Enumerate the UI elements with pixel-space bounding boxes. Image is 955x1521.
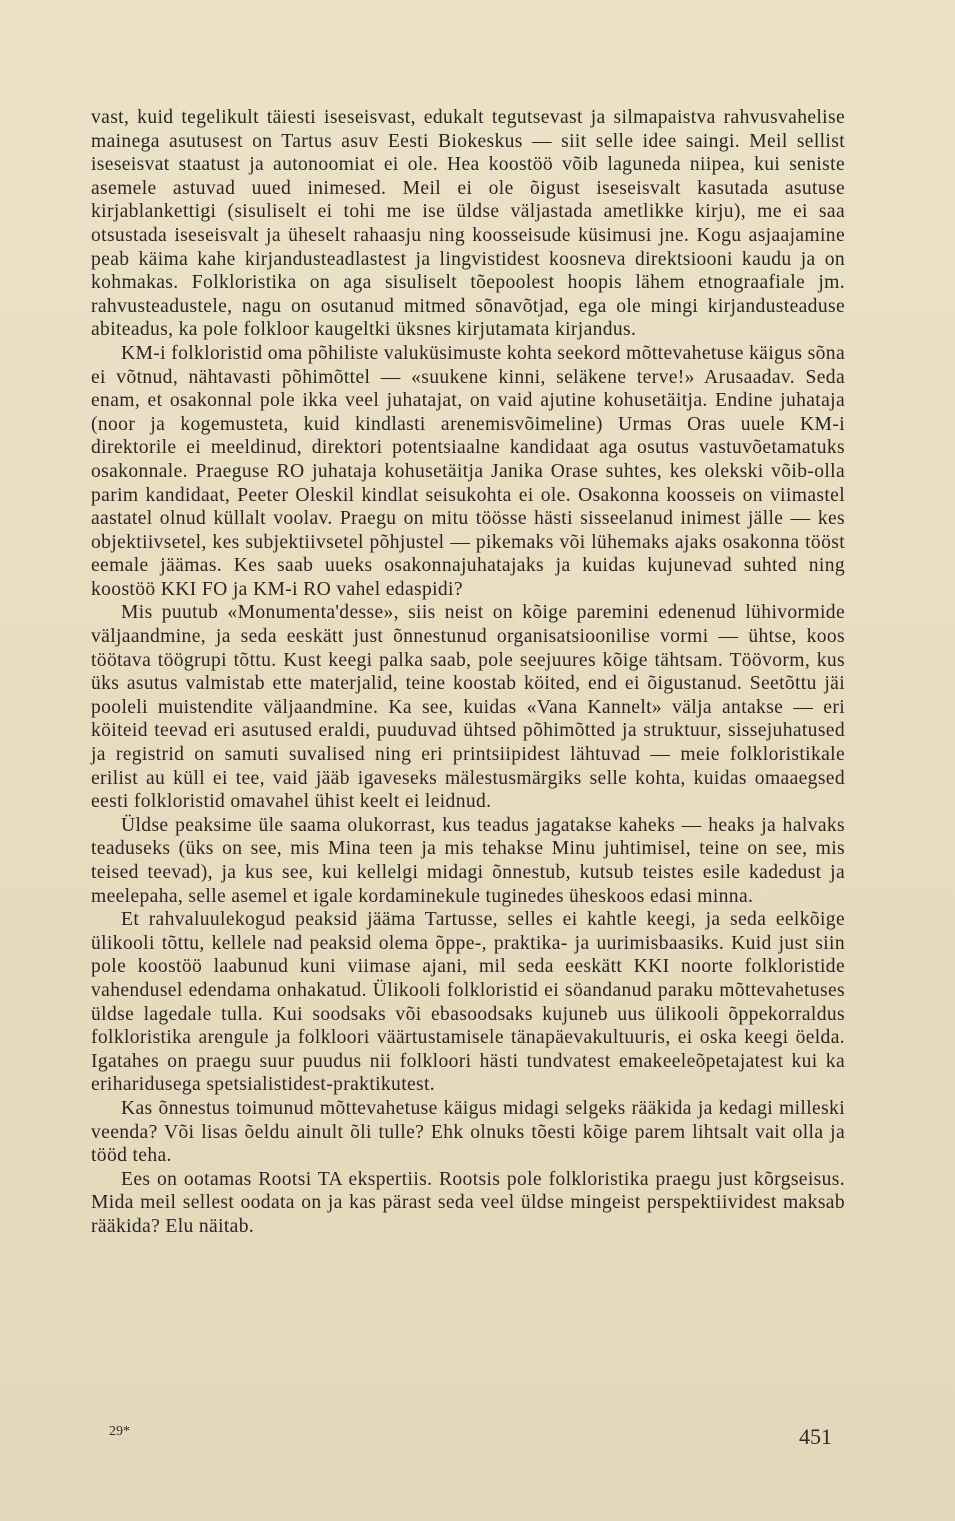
paragraph: Üldse peaksime üle saama olukorrast, kus teadus jagatakse kaheks — heaks ja halvaks teaduseks (üks on see, mis Mina teen ja mis tehakse Minu juhtimisel, teine on see, mis teised teevad), ja kus see, kui kellelgi midagi õnnestub, kutsub teistes esile kadedust ja meelepaha, selle asemel et igale kordaminekule tuginedes üheskoos edasi minna. bbox=[91, 814, 845, 907]
page-number: 451 bbox=[799, 1424, 832, 1449]
paragraph: Kas õnnestus toimunud mõttevahetuse käigus midagi selgeks rääkida ja kedagi milleski veenda? Või lisas õeldu ainult õli tulle? Ehk olnuks tõesti kõige parem lihtsalt vait olla ja tööd teha. bbox=[91, 1097, 845, 1167]
paragraph: Et rahvaluulekogud peaksid jääma Tartusse, selles ei kahtle keegi, ja seda eelkõige ülikooli tõttu, kellele nad peaksid olema õppe-, praktika- ja uurimisbaasiks. Kuid just siin pole koostöö laabunud kuni viimase ajani, mil seda eeskätt KKI noorte folkloristide vahendusel edendama onhakatud. Ülikooli folkloristid ei söandanud paraku mõttevahetuses üldse lagedale tulla. Kui soodsaks või ebasoodsaks kujuneb uus ülikooli õppekorraldus folkloristika arengule ja folkloori väärtustamisele tänapäevakultuuris, ei oska keegi öelda. Igatahes on praegu suur puudus nii folkloori hästi tundvatest emakeeleõpetajatest kui ka eriharidusega spetsialistidest-praktikutest. bbox=[91, 909, 845, 1096]
paragraph: KM-i folkloristid oma põhiliste valuküsimuste kohta seekord mõttevahetuse käigus sõna ei võtnud, nähtavasti põhimõttel — «suukene kinni, seläkene terve!» Arusaadav. Seda enam, et osakonnal pole ikka veel juhatajat, on vaid ajutine kohusetäitja. Endine juhataja (noor ja kogemusteta, kuid kindlasti arenemisvõimeline) Urmas Oras uuele KM-i direktorile ei meeldinud, direktori potentsiaalne kandidaat aga osutus vastuvõetamatuks osakonnale. Praeguse RO juhataja kohusetäitja Janika Orase suhtes, kes olekski võib-olla parim kandidaat, Peeter Oleskil kindlat seisukohta ei ole. Osakonna koosseis on viimastel aastatel olnud küllalt voolav. Praegu on mitu töösse hästi sisseelanud inimest jälle — kes objektiivsetel, kes subjektiivsetel põhjustel — pikemaks või lühemaks ajaks osakonna tööst eemale jäämas. Kes saab uueks osakonnajuhatajaks ja kuidas kujunevad suhted ning koostöö KKI FO ja KM-i RO vahel edaspidi? bbox=[91, 342, 845, 600]
paragraph: Mis puutub «Monumenta'desse», siis neist on kõige paremini edenenud lühivormide väljaandmine, ja seda eeskätt just õnnestunud organisatsioonilise vormi — ühtse, koos töötava töögrupi tõttu. Kust keegi palka saab, pole seejuures kõige tähtsam. Töövorm, kus üks asutus valmistab ette materjalid, teine koostab köited, end ei õigustanud. Seetõttu jäi pooleli muistendite väljaandmine. Ka see, kuidas «Vana Kannelt» välja antakse — eri köiteid teevad eri asutused eraldi, puuduvad ühtsed põhimõtted ja struktuur, sissejuhatused ja registrid on samuti suvalised ning eri printsiipidest lähtuvad — meie folkloristikale erilist au küll ei tee, vaid jääb igaveseks mälestusmärgiks selle kohta, kuidas omaaegsed eesti folkloristid omavahel ühist keelt ei leidnud. bbox=[91, 602, 845, 813]
paragraph: Ees on ootamas Rootsi TA ekspertiis. Rootsis pole folkloristika praegu just kõrgseisus. Mida meil sellest oodata on ja kas pärast seda veel üldse mingeist perspektiividest maksab rääkida? Elu näitab. bbox=[91, 1168, 845, 1237]
signature-mark: 29* bbox=[109, 1424, 130, 1439]
body-text bbox=[91, 106, 845, 1239]
paragraph: vast, kuid tegelikult täiesti iseseisvast, edukalt tegutsevast ja silmapaistva rahvusvahelise mainega asutusest on Tartus asuv Eesti Biokeskus — siit selle idee saingi. Meil sellist iseseisvat staatust ja autonoomiat ei ole. Hea koostöö võib laguneda niipea, kui seniste asemele astuvad uued inimesed. Meil ei ole õigust iseseisvalt kasutada asutuse kirjablankettigi (sisuliselt ei tohi me ise üldse väljastada ametlikke kirju), me ei saa otsustada iseseisvalt ja üheselt rahaasju ning koosseisude küsimusi jne. Kogu asjaajamine peab käima kahe kirjandusteadlastest ja lingvistidest koosneva direktsiooni kaudu ja on kohmakas. Folkloristika on aga sisuliselt tõepoolest hoopis lähem etnograafiale jm. rahvusteadustele, nagu on osutanud mitmed sõnavõtjad, ega ole mingi kirjandusteaduse abiteadus, ka pole folkloor kaugeltki üksnes kirjutamata kirjandus. bbox=[91, 107, 845, 341]
